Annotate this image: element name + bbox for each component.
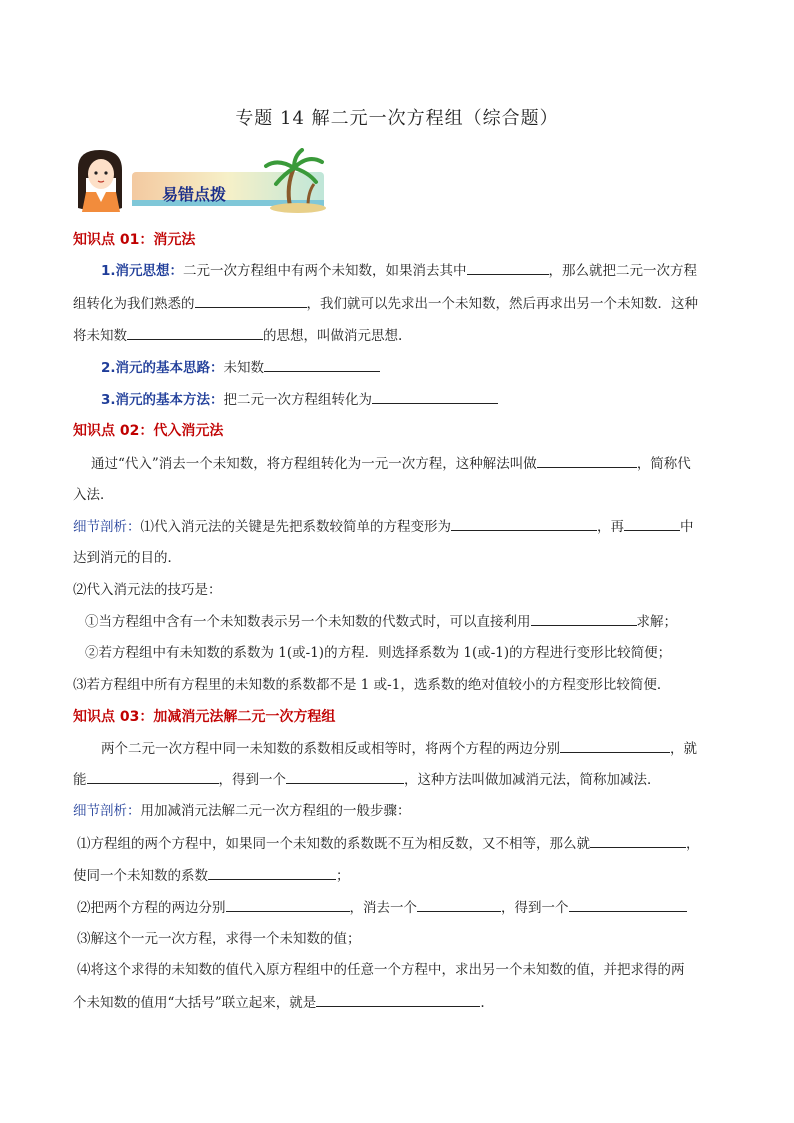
answer-blank[interactable]	[624, 516, 680, 531]
answer-blank[interactable]	[417, 897, 501, 912]
s1-line2-text: 组转化为我们熟悉的	[73, 296, 195, 312]
s3-step3: ⑶解这个一元一次方程，求得一个未知数的值；	[77, 931, 361, 947]
s1-item2	[101, 357, 380, 378]
s3-p2-text-b: ，得到一个	[218, 772, 286, 788]
s1-item1-text: 二元一次方程组中有两个未知数，如果消去其中	[183, 263, 467, 279]
answer-blank[interactable]	[226, 897, 350, 912]
s2-d4: ②若方程组中有未知数的系数为 1(或-1)的方程．则选择系数为 1(或-1)的方程进行变形比较简便；	[85, 645, 672, 661]
s3-p1-text-b: ，就	[670, 741, 697, 757]
s3-detail	[73, 801, 411, 821]
s1-item2-label: 2.消元的基本思路：	[101, 360, 224, 376]
s3-step1-text: ⑴方程组的两个方程中，如果同一个未知数的系数既不互为相反数，又不相等，那么就	[77, 836, 590, 852]
s3-step2-text-c: ，得到一个	[501, 900, 569, 916]
s2-p1-cont: 入法．	[73, 487, 114, 503]
answer-blank[interactable]	[451, 516, 597, 531]
answer-blank[interactable]	[127, 325, 263, 340]
s3-step1-cont	[73, 865, 350, 886]
s2-d1	[73, 516, 694, 537]
s3-step4: ⑷将这个求得的未知数的值代入原方程组中的任意一个方程中，求出另一个未知数的值，并把求得的两	[77, 962, 685, 978]
s1-line3	[73, 325, 402, 346]
section-heading-2: 知识点 02：代入消元法	[73, 423, 224, 439]
answer-blank[interactable]	[372, 389, 498, 404]
s1-item3	[101, 389, 498, 410]
s1-line3-text: 将未知数	[73, 328, 127, 344]
s1-line2-text-b: ，我们就可以先求出一个未知数，然后再求出另一个未知数．这种	[306, 296, 698, 312]
s3-p2-text: 能	[73, 772, 87, 788]
s3-p1	[101, 738, 697, 759]
answer-blank[interactable]	[467, 260, 549, 275]
answer-blank[interactable]	[286, 769, 404, 784]
s1-item2-text: 未知数	[223, 360, 265, 376]
answer-blank[interactable]	[531, 611, 637, 626]
section-heading-3: 知识点 03：加减消元法解二元一次方程组	[73, 709, 336, 725]
s2-d3-text: ①当方程组中含有一个未知数表示另一个未知数的代数式时，可以直接利用	[85, 614, 531, 630]
s1-line3-text-b: 的思想，叫做消元思想.	[263, 328, 403, 344]
s3-step1-text-d: ；	[336, 868, 350, 884]
s3-step4-text-c: .	[480, 995, 485, 1011]
answer-blank[interactable]	[208, 865, 336, 880]
answer-blank[interactable]	[87, 769, 219, 784]
s3-step1-text-b: ，	[686, 836, 700, 852]
s2-d1-text-b: ，再	[597, 519, 624, 535]
s3-p2-text-c: ，这种方法叫做加减消元法，简称加减法．	[404, 772, 661, 788]
answer-blank[interactable]	[560, 738, 670, 753]
s2-d1-cont: 达到消元的目的．	[73, 550, 181, 566]
s3-step2	[77, 897, 687, 918]
detail-label: 细节剖析：	[73, 519, 141, 535]
s2-p1-text-b: ，简称代	[636, 456, 691, 472]
s1-item1	[101, 260, 697, 281]
s3-step4-text-b: 个未知数的值用“大括号”联立起来，就是	[73, 995, 317, 1011]
s3-p1-text: 两个二元一次方程中同一未知数的系数相反或相等时，将两个方程的两边分别	[101, 741, 560, 757]
s3-step2-text-b: ，消去一个	[349, 900, 417, 916]
answer-blank[interactable]	[195, 293, 307, 308]
banner-label: 易错点拨	[162, 185, 227, 204]
s2-d5: ⑶若方程组中所有方程里的未知数的系数都不是 1 或-1，选系数的绝对值较小的方程变形比较简便．	[73, 677, 671, 693]
s3-step1	[77, 833, 700, 854]
detail-label: 细节剖析：	[73, 803, 141, 819]
s3-step4-cont	[73, 992, 485, 1013]
s1-item1-label: 1.消元思想：	[101, 263, 184, 279]
s2-d3-text-b: 求解；	[636, 614, 677, 630]
answer-blank[interactable]	[569, 897, 687, 912]
answer-blank[interactable]	[264, 357, 380, 372]
s3-p2	[73, 769, 661, 790]
section-heading-1: 知识点 01：消元法	[73, 232, 196, 248]
page-title: 专题 14 解二元一次方程组（综合题）	[235, 108, 559, 129]
s1-item1-text-b: ，那么就把二元一次方程	[548, 263, 698, 279]
answer-blank[interactable]	[537, 453, 637, 468]
s2-d1-text-c: 中	[680, 519, 694, 535]
s2-p1-text: 通过“代入”消去一个未知数，将方程组转化为一元一次方程，这种解法叫做	[91, 456, 537, 472]
s3-detail-text: 用加减消元法解二元一次方程组的一般步骤：	[140, 803, 411, 819]
s3-step2-text: ⑵把两个方程的两边分别	[77, 900, 226, 916]
answer-blank[interactable]	[590, 833, 686, 848]
s1-line2	[73, 293, 698, 314]
answer-blank[interactable]	[316, 992, 480, 1007]
s2-d3	[85, 611, 677, 632]
s2-d2: ⑵代入消元法的技巧是：	[73, 582, 222, 598]
s2-p1	[91, 453, 691, 474]
s2-d1-text: ⑴代入消元法的关键是先把系数较简单的方程变形为	[140, 519, 451, 535]
s1-item3-text: 把二元一次方程组转化为	[223, 392, 373, 408]
s3-step1-text-c: 使同一个未知数的系数	[73, 868, 208, 884]
s1-item3-label: 3.消元的基本方法：	[101, 392, 224, 408]
